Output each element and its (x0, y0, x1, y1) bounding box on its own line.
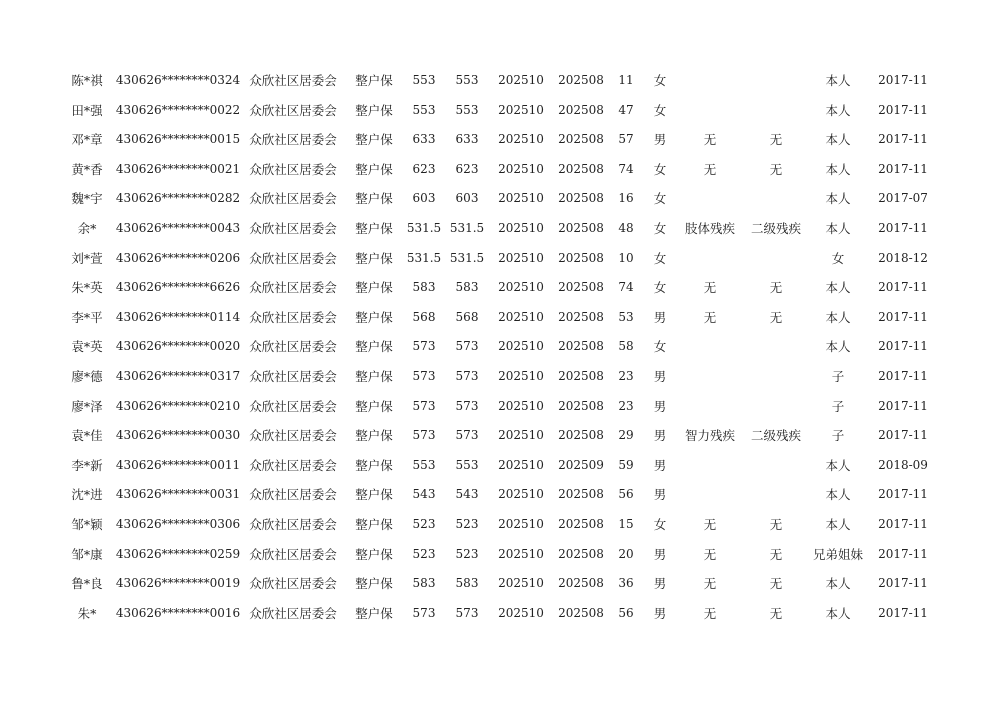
amount-paid-cell: 573 (455, 398, 479, 413)
amount-paid-cell: 633 (455, 132, 479, 147)
amount-paid-cell: 573 (455, 368, 479, 383)
assistance-type-cell: 整户保 (355, 250, 393, 266)
relation-cell: 本人 (825, 576, 851, 592)
disability-type-cell: 无 (703, 576, 717, 592)
organization-cell: 众欣社区居委会 (249, 546, 337, 562)
id-number-cell: 430626********0015 (115, 132, 241, 147)
amount-paid-cell: 573 (455, 605, 479, 620)
amount-cell: 523 (412, 516, 436, 531)
start-period-cell: 202508 (558, 161, 604, 176)
start-period-cell: 202508 (558, 398, 604, 413)
amount-paid-cell: 623 (455, 161, 479, 176)
date-cell: 2017-11 (878, 546, 928, 561)
disability-type-cell: 肢体残疾 (684, 220, 736, 236)
sex-cell: 男 (653, 428, 667, 444)
id-number-cell: 430626********0043 (115, 220, 241, 235)
amount-cell: 543 (412, 487, 436, 502)
date-cell: 2017-11 (878, 309, 928, 324)
organization-cell: 众欣社区居委会 (249, 398, 337, 414)
amount-cell: 573 (412, 605, 436, 620)
name-cell: 黄*香 (71, 161, 103, 177)
assistance-type-cell: 整户保 (355, 102, 393, 118)
organization-cell: 众欣社区居委会 (249, 428, 337, 444)
date-cell: 2018-09 (878, 457, 928, 472)
table-row (0, 214, 1000, 244)
start-period-cell: 202508 (558, 102, 604, 117)
organization-cell: 众欣社区居委会 (249, 487, 337, 503)
relation-cell: 兄弟姐妹 (812, 546, 864, 562)
name-cell: 田*强 (71, 102, 103, 118)
age-cell: 74 (618, 280, 634, 295)
table-row (0, 599, 1000, 629)
date-cell: 2017-07 (878, 191, 928, 206)
amount-cell: 573 (412, 339, 436, 354)
sex-cell: 男 (653, 368, 667, 384)
organization-cell: 众欣社区居委会 (249, 605, 337, 621)
organization-cell: 众欣社区居委会 (249, 576, 337, 592)
organization-cell: 众欣社区居委会 (249, 250, 337, 266)
organization-cell: 众欣社区居委会 (249, 457, 337, 473)
age-cell: 11 (618, 73, 634, 87)
amount-cell: 573 (412, 368, 436, 383)
amount-cell: 553 (412, 102, 436, 117)
disability-type-cell: 无 (703, 132, 717, 148)
age-cell: 29 (618, 428, 634, 443)
name-cell: 邹*康 (71, 546, 103, 562)
sex-cell: 女 (653, 102, 667, 118)
amount-cell: 531.5 (406, 250, 442, 265)
id-number-cell: 430626********0016 (115, 605, 241, 620)
name-cell: 李*新 (71, 457, 103, 473)
period-cell: 202510 (498, 132, 544, 147)
amount-cell: 583 (412, 576, 436, 591)
sex-cell: 男 (653, 605, 667, 621)
table-row (0, 96, 1000, 126)
relation-cell: 本人 (825, 220, 851, 236)
name-cell: 袁*佳 (71, 428, 103, 444)
start-period-cell: 202508 (558, 605, 604, 620)
name-cell: 鲁*良 (71, 576, 103, 592)
sex-cell: 男 (653, 309, 667, 325)
age-cell: 58 (618, 339, 634, 354)
amount-cell: 553 (412, 457, 436, 472)
period-cell: 202510 (498, 546, 544, 561)
period-cell: 202510 (498, 73, 544, 87)
sex-cell: 女 (653, 280, 667, 296)
relation-cell: 本人 (825, 280, 851, 296)
organization-cell: 众欣社区居委会 (249, 132, 337, 148)
date-cell: 2017-11 (878, 516, 928, 531)
amount-paid-cell: 523 (455, 516, 479, 531)
disability-level-cell: 无 (769, 280, 783, 296)
amount-paid-cell: 573 (455, 428, 479, 443)
age-cell: 57 (618, 132, 634, 147)
period-cell: 202510 (498, 250, 544, 265)
age-cell: 59 (618, 457, 634, 472)
start-period-cell: 202508 (558, 546, 604, 561)
relation-cell: 本人 (825, 73, 851, 88)
sex-cell: 女 (653, 516, 667, 532)
disability-type-cell: 无 (703, 546, 717, 562)
table-row (0, 480, 1000, 510)
amount-paid-cell: 583 (455, 280, 479, 295)
table-row (0, 66, 1000, 96)
amount-cell: 573 (412, 398, 436, 413)
amount-paid-cell: 553 (455, 457, 479, 472)
start-period-cell: 202508 (558, 132, 604, 147)
name-cell: 魏*宇 (71, 191, 103, 207)
sex-cell: 男 (653, 576, 667, 592)
relation-cell: 本人 (825, 191, 851, 207)
table-row (0, 569, 1000, 599)
organization-cell: 众欣社区居委会 (249, 220, 337, 236)
date-cell: 2018-12 (878, 250, 928, 265)
assistance-type-cell: 整户保 (355, 546, 393, 562)
start-period-cell: 202508 (558, 280, 604, 295)
disability-level-cell: 无 (769, 161, 783, 177)
table-row (0, 155, 1000, 185)
id-number-cell: 430626********0306 (115, 516, 241, 531)
period-cell: 202510 (498, 398, 544, 413)
table-row (0, 125, 1000, 155)
sex-cell: 男 (653, 546, 667, 562)
relation-cell: 本人 (825, 132, 851, 148)
disability-type-cell: 无 (703, 605, 717, 621)
amount-cell: 603 (412, 191, 436, 206)
name-cell: 邹*颖 (71, 516, 103, 532)
period-cell: 202510 (498, 309, 544, 324)
id-number-cell: 430626********0022 (115, 102, 241, 117)
id-number-cell: 430626********6626 (115, 280, 241, 295)
start-period-cell: 202508 (558, 191, 604, 206)
name-cell: 沈*进 (71, 487, 103, 503)
table-row (0, 392, 1000, 422)
date-cell: 2017-11 (878, 368, 928, 383)
sex-cell: 男 (653, 487, 667, 503)
assistance-type-cell: 整户保 (355, 132, 393, 148)
age-cell: 48 (618, 220, 634, 235)
period-cell: 202510 (498, 605, 544, 620)
assistance-type-cell: 整户保 (355, 576, 393, 592)
relation-cell: 本人 (825, 516, 851, 532)
sex-cell: 女 (653, 339, 667, 355)
table-row (0, 303, 1000, 333)
assistance-type-cell: 整户保 (355, 487, 393, 503)
sex-cell: 男 (653, 132, 667, 148)
disability-type-cell: 无 (703, 309, 717, 325)
age-cell: 36 (618, 576, 634, 591)
start-period-cell: 202508 (558, 516, 604, 531)
organization-cell: 众欣社区居委会 (249, 161, 337, 177)
relation-cell: 女 (831, 250, 845, 266)
amount-cell: 553 (412, 73, 436, 87)
assistance-type-cell: 整户保 (355, 220, 393, 236)
assistance-type-cell: 整户保 (355, 73, 393, 88)
assistance-type-cell: 整户保 (355, 516, 393, 532)
start-period-cell: 202508 (558, 220, 604, 235)
period-cell: 202510 (498, 161, 544, 176)
start-period-cell: 202508 (558, 73, 604, 87)
sex-cell: 女 (653, 161, 667, 177)
id-number-cell: 430626********0210 (115, 398, 241, 413)
table-row (0, 510, 1000, 540)
disability-type-cell: 无 (703, 280, 717, 296)
date-cell: 2017-11 (878, 220, 928, 235)
date-cell: 2017-11 (878, 102, 928, 117)
relation-cell: 子 (831, 428, 845, 444)
amount-paid-cell: 553 (455, 102, 479, 117)
age-cell: 56 (618, 487, 634, 502)
id-number-cell: 430626********0324 (115, 73, 241, 87)
start-period-cell: 202508 (558, 428, 604, 443)
id-number-cell: 430626********0114 (115, 309, 241, 324)
period-cell: 202510 (498, 102, 544, 117)
age-cell: 16 (618, 191, 634, 206)
period-cell: 202510 (498, 576, 544, 591)
disability-type-cell: 无 (703, 516, 717, 532)
relation-cell: 本人 (825, 102, 851, 118)
relation-cell: 本人 (825, 161, 851, 177)
start-period-cell: 202508 (558, 250, 604, 265)
amount-paid-cell: 543 (455, 487, 479, 502)
age-cell: 74 (618, 161, 634, 176)
amount-paid-cell: 583 (455, 576, 479, 591)
sex-cell: 男 (653, 398, 667, 414)
organization-cell: 众欣社区居委会 (249, 516, 337, 532)
id-number-cell: 430626********0019 (115, 576, 241, 591)
date-cell: 2017-11 (878, 339, 928, 354)
age-cell: 20 (618, 546, 634, 561)
assistance-type-cell: 整户保 (355, 339, 393, 355)
disability-type-cell: 智力残疾 (684, 428, 736, 444)
age-cell: 47 (618, 102, 634, 117)
amount-cell: 633 (412, 132, 436, 147)
organization-cell: 众欣社区居委会 (249, 191, 337, 207)
name-cell: 陈*祺 (71, 73, 103, 88)
age-cell: 10 (618, 250, 634, 265)
period-cell: 202510 (498, 220, 544, 235)
name-cell: 朱*英 (71, 280, 103, 296)
period-cell: 202510 (498, 280, 544, 295)
disability-level-cell: 无 (769, 309, 783, 325)
amount-paid-cell: 568 (455, 309, 479, 324)
table-row (0, 184, 1000, 214)
date-cell: 2017-11 (878, 576, 928, 591)
disability-level-cell: 二级残疾 (750, 428, 802, 444)
table-row (0, 451, 1000, 481)
sex-cell: 男 (653, 457, 667, 473)
sex-cell: 女 (653, 191, 667, 207)
start-period-cell: 202508 (558, 339, 604, 354)
assistance-type-cell: 整户保 (355, 368, 393, 384)
table-row (0, 540, 1000, 570)
amount-paid-cell: 553 (455, 73, 479, 87)
date-cell: 2017-11 (878, 73, 928, 87)
name-cell: 余* (77, 220, 97, 236)
organization-cell: 众欣社区居委会 (249, 368, 337, 384)
period-cell: 202510 (498, 428, 544, 443)
date-cell: 2017-11 (878, 428, 928, 443)
assistance-type-cell: 整户保 (355, 191, 393, 207)
disability-type-cell: 无 (703, 161, 717, 177)
relation-cell: 本人 (825, 605, 851, 621)
relation-cell: 子 (831, 368, 845, 384)
records-table (0, 66, 1000, 628)
id-number-cell: 430626********0030 (115, 428, 241, 443)
date-cell: 2017-11 (878, 132, 928, 147)
disability-level-cell: 无 (769, 576, 783, 592)
date-cell: 2017-11 (878, 487, 928, 502)
disability-level-cell: 无 (769, 605, 783, 621)
start-period-cell: 202508 (558, 487, 604, 502)
period-cell: 202510 (498, 191, 544, 206)
name-cell: 李*平 (71, 309, 103, 325)
period-cell: 202510 (498, 457, 544, 472)
assistance-type-cell: 整户保 (355, 605, 393, 621)
period-cell: 202510 (498, 368, 544, 383)
id-number-cell: 430626********0206 (115, 250, 241, 265)
sex-cell: 女 (653, 220, 667, 236)
date-cell: 2017-11 (878, 605, 928, 620)
name-cell: 刘*萱 (71, 250, 103, 266)
period-cell: 202510 (498, 339, 544, 354)
assistance-type-cell: 整户保 (355, 457, 393, 473)
table-row (0, 332, 1000, 362)
assistance-type-cell: 整户保 (355, 309, 393, 325)
age-cell: 53 (618, 309, 634, 324)
assistance-type-cell: 整户保 (355, 161, 393, 177)
organization-cell: 众欣社区居委会 (249, 73, 337, 88)
table-row (0, 244, 1000, 274)
sex-cell: 女 (653, 250, 667, 266)
disability-level-cell: 无 (769, 516, 783, 532)
organization-cell: 众欣社区居委会 (249, 102, 337, 118)
name-cell: 朱* (77, 605, 97, 621)
table-row (0, 421, 1000, 451)
amount-cell: 531.5 (406, 220, 442, 235)
table-row (0, 362, 1000, 392)
start-period-cell: 202508 (558, 309, 604, 324)
relation-cell: 本人 (825, 457, 851, 473)
table-row (0, 273, 1000, 303)
age-cell: 56 (618, 605, 634, 620)
amount-cell: 623 (412, 161, 436, 176)
name-cell: 邓*章 (71, 132, 103, 148)
relation-cell: 本人 (825, 339, 851, 355)
id-number-cell: 430626********0259 (115, 546, 241, 561)
amount-paid-cell: 523 (455, 546, 479, 561)
disability-level-cell: 无 (769, 132, 783, 148)
id-number-cell: 430626********0011 (115, 457, 241, 472)
amount-paid-cell: 573 (455, 339, 479, 354)
amount-paid-cell: 603 (455, 191, 479, 206)
start-period-cell: 202509 (558, 457, 604, 472)
period-cell: 202510 (498, 487, 544, 502)
date-cell: 2017-11 (878, 398, 928, 413)
assistance-type-cell: 整户保 (355, 280, 393, 296)
name-cell: 袁*英 (71, 339, 103, 355)
relation-cell: 本人 (825, 487, 851, 503)
period-cell: 202510 (498, 516, 544, 531)
id-number-cell: 430626********0021 (115, 161, 241, 176)
age-cell: 23 (618, 398, 634, 413)
assistance-type-cell: 整户保 (355, 428, 393, 444)
name-cell: 廖*德 (71, 368, 103, 384)
relation-cell: 子 (831, 398, 845, 414)
id-number-cell: 430626********0282 (115, 191, 241, 206)
amount-cell: 568 (412, 309, 436, 324)
sex-cell: 女 (653, 73, 667, 88)
id-number-cell: 430626********0031 (115, 487, 241, 502)
date-cell: 2017-11 (878, 161, 928, 176)
amount-cell: 583 (412, 280, 436, 295)
amount-cell: 573 (412, 428, 436, 443)
name-cell: 廖*泽 (71, 398, 103, 414)
organization-cell: 众欣社区居委会 (249, 309, 337, 325)
date-cell: 2017-11 (878, 280, 928, 295)
start-period-cell: 202508 (558, 368, 604, 383)
amount-cell: 523 (412, 546, 436, 561)
id-number-cell: 430626********0317 (115, 368, 241, 383)
disability-level-cell: 无 (769, 546, 783, 562)
relation-cell: 本人 (825, 309, 851, 325)
disability-level-cell: 二级残疾 (750, 220, 802, 236)
start-period-cell: 202508 (558, 576, 604, 591)
id-number-cell: 430626********0020 (115, 339, 241, 354)
organization-cell: 众欣社区居委会 (249, 280, 337, 296)
amount-paid-cell: 531.5 (449, 220, 485, 235)
assistance-type-cell: 整户保 (355, 398, 393, 414)
amount-paid-cell: 531.5 (449, 250, 485, 265)
age-cell: 15 (618, 516, 634, 531)
organization-cell: 众欣社区居委会 (249, 339, 337, 355)
age-cell: 23 (618, 368, 634, 383)
